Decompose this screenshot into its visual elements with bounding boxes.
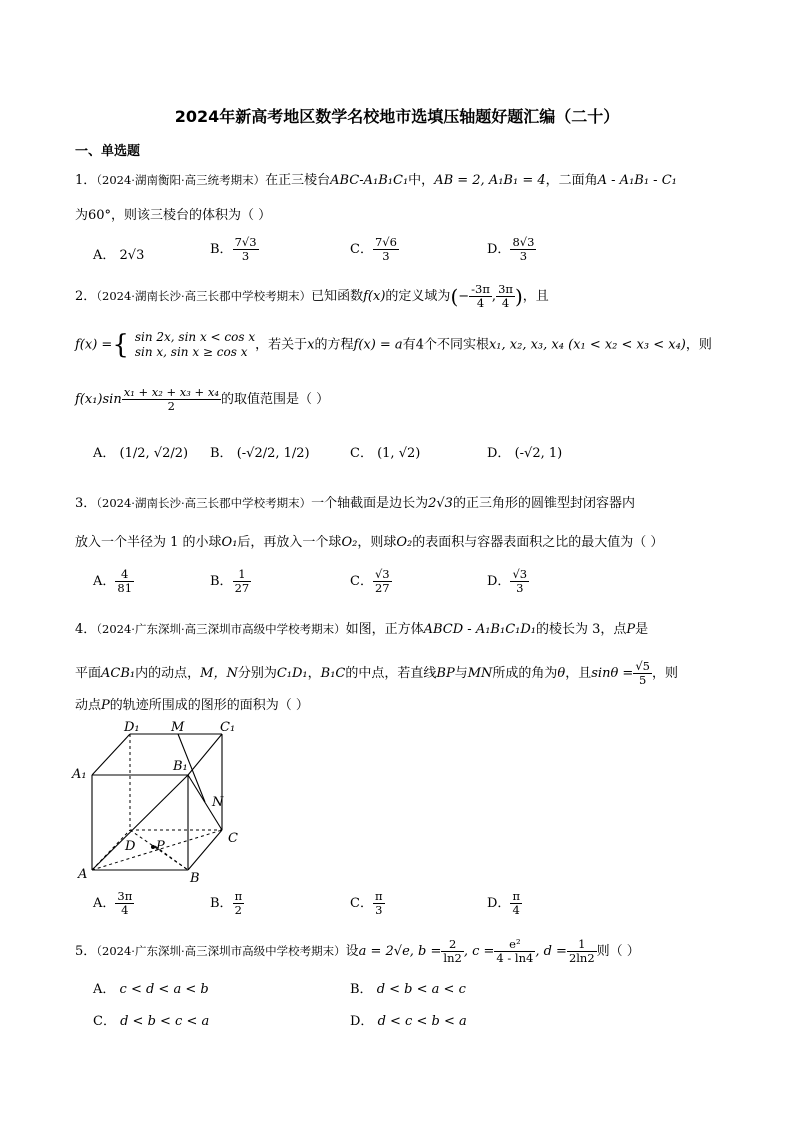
label-n: N [212,795,224,810]
question-number: 1． [75,173,97,188]
label-a: A [78,867,88,882]
question-5-line-1: 5．（2024·广东深圳·高三深圳市高级中学校考期末）设a = 2√e, b = $\frac{2}{\ln 2}$ , c = $\frac{\text{e²}}{4 - \ln 4}$ , d = $\frac{1}{2\ln 2}$ 则（ ） [75,937,640,965]
q1-option-a[interactable]: A． 2√3 [93,248,145,263]
question-4-line-1: 4．（2024·广东深圳·高三深圳市高级中学校考期末）如图，正方体ABCD - A₁B₁C₁D₁的棱长为 3，点P是 [75,622,649,637]
q4-option-b[interactable]: B． $\frac{\pi}{2}$ [210,889,243,917]
question-2-line-3: f(x₁)sin $\frac{\text{x₁ + x₂ + x₃ + x₄}}{2}$ 的取值范围是（ ） [75,385,330,413]
label-d1: D₁ [124,720,140,735]
label-a1: A₁ [72,767,87,782]
q5-option-b[interactable]: B． d < b < a < c [350,982,466,997]
question-1-line-1: 1．（2024·湖南衡阳·高三统考期末）在正三棱台ABC-A₁B₁C₁中，AB = 2, A₁B₁ = 4，二面角A - A₁B₁ - C₁ [75,173,677,188]
question-2-line-2: f(x) ={ sin 2x, sin x < cos x sin x, sin x ≥ cos x ，若关于x的方程f(x) = a有4个不同实根x₁, x₂, x₃, x₄ (x₁ < x₂ < x₃ < x₄)，则 [75,330,712,360]
q4-option-d[interactable]: D． $\frac{\pi}{4}$ [487,889,520,917]
question-number: 5． [75,944,97,959]
label-b1: B₁ [173,759,188,774]
q2-option-d[interactable]: D． (-√2, 1) [487,446,563,461]
q5-option-d[interactable]: D． d < c < b < a [350,1014,467,1029]
question-1-line-2: 为60°，则该三棱台的体积为（ ） [75,208,272,223]
question-4-line-2: 平面ACB₁内的动点，M，N分别为C₁D₁，B₁C的中点，若直线BP与MN所成的角为θ，且sinθ = $\frac{√5}{5}$ ，则 [75,659,678,687]
question-source: （2024·广东深圳·高三深圳市高级中学校考期末） [96,622,346,636]
q5-option-a[interactable]: A． c < d < a < b [93,982,209,997]
label-c: C [228,831,238,846]
q2-option-b[interactable]: B． (-√2/2, 1/2) [210,446,310,461]
question-number: 3． [75,496,97,511]
label-p: P [156,839,165,854]
q3-option-a[interactable]: A． $\frac{4}{81}$ [93,567,133,595]
q1-option-b[interactable]: B． $\frac{7√3}{3}$ [210,235,257,263]
page-title: 2024年新高考地区数学名校地市选填压轴题好题汇编（二十） [174,107,620,126]
label-d: D [125,839,136,854]
edge-b1c1 [188,734,222,775]
q3-option-d[interactable]: D． $\frac{√3}{3}$ [487,567,528,595]
question-source: （2024·湖南长沙·高三长郡中学校考期末） [96,496,312,510]
q5-option-c[interactable]: C． d < b < c < a [93,1014,210,1029]
edge-bc [188,830,222,870]
point-p [151,845,155,849]
question-source: （2024·湖南长沙·高三长郡中学校考期末） [96,289,312,303]
question-4-line-3: 动点P的轨迹所围成的图形的面积为（ ） [75,698,309,713]
question-number: 4． [75,622,97,637]
question-source: （2024·广东深圳·高三深圳市高级中学校考期末） [96,944,346,958]
section-heading: 一、单选题 [75,144,141,159]
label-c1: C₁ [220,720,236,735]
question-2-line-1: 2．（2024·湖南长沙·高三长郡中学校考期末）已知函数f(x)的定义域为(− $\frac{-3\pi}{4}$ , $\frac{3\pi}{4}$ )，且 [75,282,549,310]
q3-option-c[interactable]: C． $\frac{√3}{27}$ [350,567,390,595]
q4-option-a[interactable]: A． $\frac{3\pi}{4}$ [93,889,133,917]
label-m: M [171,720,185,735]
q4-option-c[interactable]: C． $\frac{\pi}{3}$ [350,889,383,917]
q3-option-b[interactable]: B． $\frac{1}{27}$ [210,567,250,595]
q2-option-c[interactable]: C． (1, √2) [350,446,421,461]
edge-a1d1 [92,734,130,775]
q2-option-a[interactable]: A． (1/2, √2/2) [93,446,189,461]
label-b: B [190,871,200,885]
question-3-line-1: 3．（2024·湖南长沙·高三长郡中学校考期末）一个轴截面是边长为2√3的正三角形的圆锥型封闭容器内 [75,496,635,511]
question-source: （2024·湖南衡阳·高三统考期末） [96,173,266,187]
question-number: 2． [75,289,97,304]
q1-option-c[interactable]: C． $\frac{7√6}{3}$ [350,235,397,263]
cube-figure [70,720,250,885]
question-3-line-2: 放入一个半径为 1 的小球O₁后，再放入一个球O₂，则球O₂的表面积与容器表面积之比的最大值为（ ） [75,535,664,550]
q1-option-d[interactable]: D． $\frac{8√3}{3}$ [487,235,535,263]
